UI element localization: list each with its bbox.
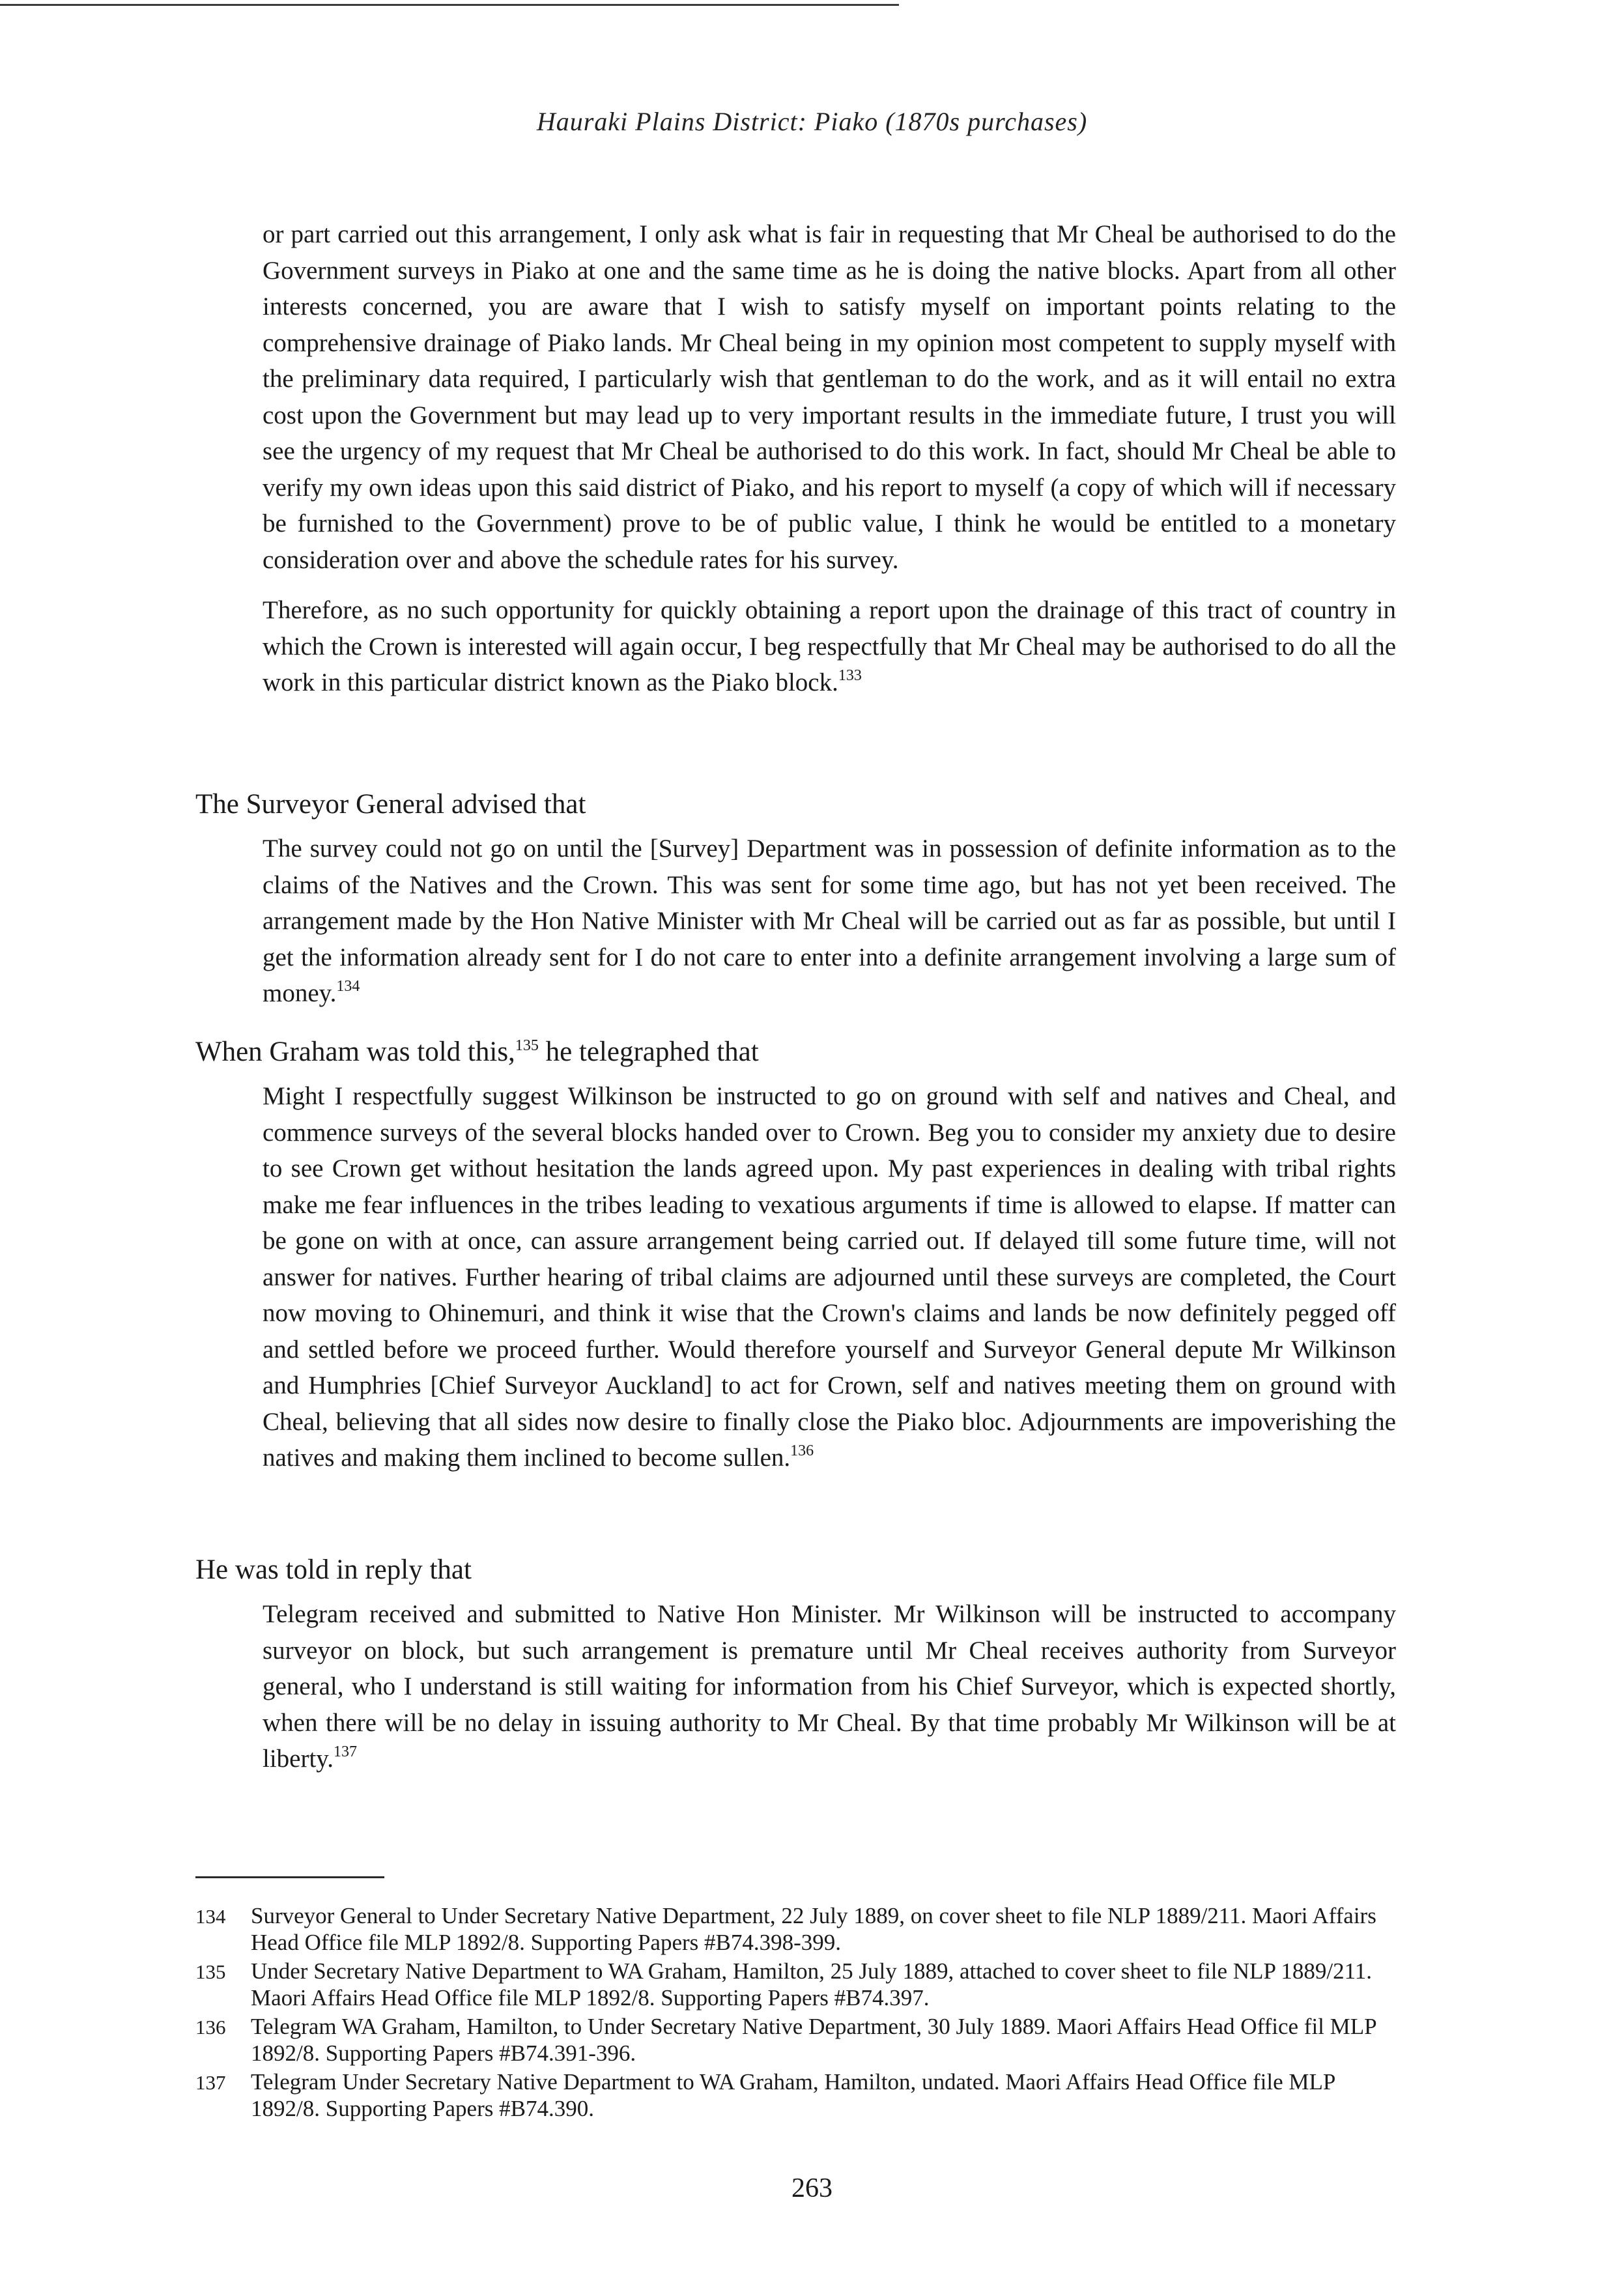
quote-paragraph — [263, 1078, 1396, 1476]
running-head: Hauraki Plains District: Piako (1870s purchases) — [536, 107, 1088, 136]
quote-text: Therefore, as no such opportunity for quickly obtaining a report upon the drainage of this tract of country in which the Crown is interested will again occur, I beg respectfully that Mr Cheal may be authorised to do all the work in this particular district known as the Piako block. — [263, 596, 1396, 696]
footnote-text: Surveyor General to Under Secretary Native Department, 22 July 1889, on cover sheet to file NLP 1889/211. Maori Affairs Head Office file MLP 1892/8. Supporting Papers #B74.398-399. — [251, 1903, 1376, 1955]
quote-text: Might I respectfully suggest Wilkinson be instructed to go on ground with self and natives and Cheal, and commence surveys of the several blocks handed over to Crown. Beg you to consider my anxiety due to desire to see Crown get without hesitation the lands agreed upon. My past experiences in dealing with tribal rights make me fear influences in the tribes leading to vexatious arguments if time is allowed to elapse. If matter can be gone on with at once, can assure arrangement being carried out. If delayed till some future time, will not answer for natives. Further hearing of tribal claims are adjourned until these surveys are completed, the Court now moving to Ohinemuri, and think it wise that the Crown's claims and lands be now definitely pegged off and settled before we proceed further. Would therefore yourself and Surveyor General depute Mr Wilkinson and Humphries [Chief Surveyor Auckland] to act for Crown, self and natives meeting them on ground with Cheal, believing that all sides now desire to finally close the Piako bloc. Adjournments are impoverishing the natives and making them inclined to become sullen. — [263, 1082, 1396, 1472]
quote-paragraph — [263, 1596, 1396, 1777]
top-border-rule — [0, 4, 899, 6]
footnote-ref[interactable]: 133 — [838, 667, 862, 684]
footnote-text: Under Secretary Native Department to WA Graham, Hamilton, 25 July 1889, attached to cover sheet to file NLP 1889/211. Maori Affairs Head Office file MLP 1892/8. Supporting Papers #B74.397. — [251, 1958, 1373, 2010]
intro-text: When Graham was told this, — [195, 1037, 515, 1067]
footnote-ref[interactable]: 134 — [336, 978, 360, 995]
page-number: 263 — [791, 2173, 833, 2203]
footnote-number: 135 — [195, 1960, 226, 1983]
footnote-134 — [195, 1902, 1397, 1956]
footnote-text: Telegram Under Secretary Native Department to WA Graham, Hamilton, undated. Maori Affairs Head Office file MLP 1892/8. Supporting Papers #B74.390. — [251, 2069, 1335, 2121]
intro-line — [195, 1034, 759, 1070]
footnote-text: Telegram WA Graham, Hamilton, to Under Secretary Native Department, 30 July 1889. Maori Affairs Head Office fil MLP 1892/8. Supporting Papers #B74.391-396. — [251, 2014, 1376, 2066]
footnote-136 — [195, 2013, 1397, 2067]
quote-text: Telegram received and submitted to Native Hon Minister. Mr Wilkinson will be instructed to accompany surveyor on block, but such arrangement is premature until Mr Cheal receives authority from Surveyor general, who I understand is still waiting for information from his Chief Surveyor, which is expected shortly, when there will be no delay in issuing authority to Mr Cheal. By that time probably Mr Wilkinson will be at liberty. — [263, 1600, 1396, 1773]
intro-line: He was told in reply that — [195, 1554, 472, 1585]
footnote-ref[interactable]: 135 — [515, 1037, 539, 1054]
footnote-137 — [195, 2068, 1397, 2122]
footnote-135 — [195, 1958, 1397, 2011]
quote-paragraph: or part carried out this arrangement, I only ask what is fair in requesting that Mr Cheal be authorised to do the Government surveys in Piako at one and the same time as he is doing the native blocks. Apart from all other interests concerned, you are aware that I wish to satisfy myself on important points relating to the comprehensive drainage of Piako lands. Mr Cheal being in my opinion most competent to supply myself with the preliminary data required, I particularly wish that gentleman to do the work, and as it will entail no extra cost upon the Government but may lead up to very important results in the immediate future, I trust you will see the urgency of my request that Mr Cheal be authorised to do this work. In fact, should Mr Cheal be able to verify my own ideas upon this said district of Piako, and his report to myself (a copy of which will if necessary be furnished to the Government) prove to be of public value, I think he would be entitled to a monetary consideration over and above the schedule rates for his survey. — [263, 220, 1396, 574]
footnote-ref[interactable]: 136 — [790, 1442, 814, 1459]
footnote-number: 136 — [195, 2016, 226, 2039]
quote-paragraph — [263, 592, 1396, 701]
intro-text: he telegraphed that — [538, 1037, 759, 1067]
footnote-ref[interactable]: 137 — [334, 1743, 358, 1760]
quote-text: The survey could not go on until the [Survey] Department was in possession of definite information as to the claims of the Natives and the Crown. This was sent for some time ago, but has not yet been received. The arrangement made by the Hon Native Minister with Mr Cheal will be carried out as far as possible, but until I get the information already sent for I do not care to enter into a definite arrangement involving a large sum of money. — [263, 835, 1396, 1007]
block-quote-4 — [263, 1596, 1396, 1792]
footnote-number: 134 — [195, 1905, 226, 1928]
intro-line: The Surveyor General advised that — [195, 789, 586, 820]
footnote-separator — [195, 1876, 384, 1878]
footnotes — [195, 1902, 1397, 2124]
quote-paragraph — [263, 831, 1396, 1012]
footnote-number: 137 — [195, 2071, 226, 2094]
block-quote-1 — [263, 216, 1396, 715]
block-quote-3 — [263, 1078, 1396, 1491]
block-quote-2 — [263, 831, 1396, 1026]
